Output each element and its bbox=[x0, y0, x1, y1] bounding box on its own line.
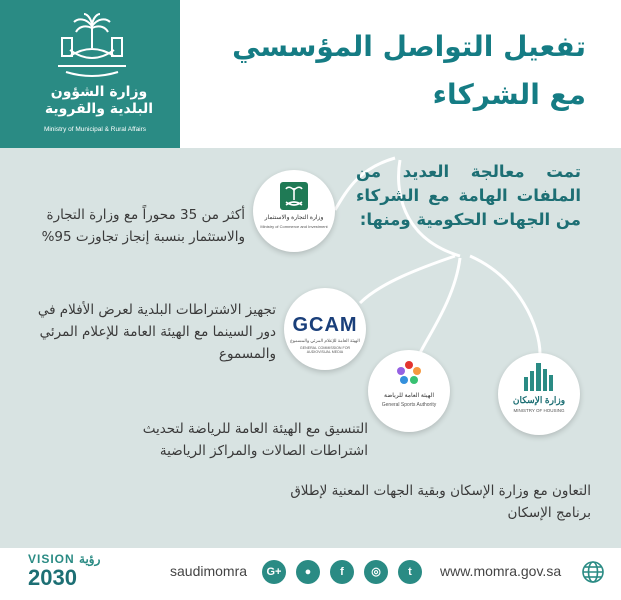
twitter-icon[interactable]: t bbox=[398, 560, 422, 584]
social-handle[interactable]: saudimomra bbox=[170, 563, 248, 579]
star-flower-icon bbox=[396, 360, 422, 386]
ministry-logo-panel bbox=[0, 0, 180, 148]
title-line1: تفعيل التواصل المؤسسي bbox=[232, 30, 586, 63]
palm-swords-emblem-icon bbox=[56, 10, 128, 80]
sports-logo-ar: الهيئة العامة للرياضة bbox=[383, 393, 434, 399]
vision-label: VISION رؤية bbox=[28, 552, 101, 566]
housing-logo-en: MINISTRY OF HOUSING bbox=[513, 408, 565, 413]
housing-logo-circle bbox=[498, 353, 580, 435]
partner-item-commerce: أكثر من 35 محوراً مع وزارة التجارة والاستثمار بنسبة إنجاز تجاوزت 95% bbox=[41, 207, 245, 245]
googleplus-icon[interactable]: G+ bbox=[262, 560, 286, 584]
header-banner bbox=[0, 0, 621, 148]
intro-text: تمت معالجة العديد من الملفات الهامة مع الشركاء من الجهات الحكومية ومنها: bbox=[356, 162, 581, 229]
commerce-logo-ar: وزارة التجارة والاستثمار bbox=[264, 215, 324, 221]
ministry-name-ar-line2: البلدية والقروية bbox=[44, 101, 154, 117]
sports-logo-en: General Sports Authority bbox=[381, 402, 437, 408]
ministry-name-en: Ministry of Municipal & Rural Affairs bbox=[43, 126, 147, 133]
title-line2: مع الشركاء bbox=[432, 78, 586, 111]
partner-item-gcam: تجهيز الاشتراطات البلدية لعرض الأفلام في دور السينما مع الهيئة العامة للإعلام المرئي والمسموع bbox=[37, 302, 276, 362]
partner-item-sports: التنسيق مع الهيئة العامة للرياضة لتحديث اشتراطات الصالات والمراكز الرياضية bbox=[142, 421, 368, 459]
page-title bbox=[198, 12, 608, 130]
instagram-icon[interactable]: ◎ bbox=[364, 560, 388, 584]
partner-item-housing: التعاون مع وزارة الإسكان وبقية الجهات المعنية لإطلاق برنامج الإسكان bbox=[290, 483, 591, 521]
globe-icon bbox=[581, 560, 605, 584]
vision-2030-logo bbox=[28, 552, 138, 598]
youtube-icon[interactable]: ● bbox=[296, 560, 320, 584]
vision-year: 2030 bbox=[28, 565, 77, 590]
commerce-logo-en: Ministry of Commerce and Investment bbox=[260, 224, 328, 229]
footer bbox=[0, 548, 621, 600]
ministry-name-ar-line1: وزارة الشؤون bbox=[50, 84, 148, 100]
gcam-logo-en: GENERAL COMMISSION FOR AUDIOVISUAL MEDIA bbox=[299, 346, 351, 354]
sports-logo-circle bbox=[368, 350, 450, 432]
website-link[interactable]: www.momra.gov.sa bbox=[440, 563, 562, 579]
gcam-logo-ar: الهيئة العامة للإعلام المرئي والمسموع bbox=[290, 338, 360, 343]
housing-logo-ar: وزارة الإسكان bbox=[512, 395, 566, 405]
gcam-logo-circle bbox=[284, 288, 366, 370]
gcam-logo-abbr: GCAM bbox=[292, 314, 358, 336]
palm-swords-icon bbox=[280, 182, 308, 210]
facebook-icon[interactable]: f bbox=[330, 560, 354, 584]
partners-panel bbox=[0, 148, 621, 548]
buildings-icon bbox=[522, 361, 556, 391]
commerce-logo-circle bbox=[253, 170, 335, 252]
